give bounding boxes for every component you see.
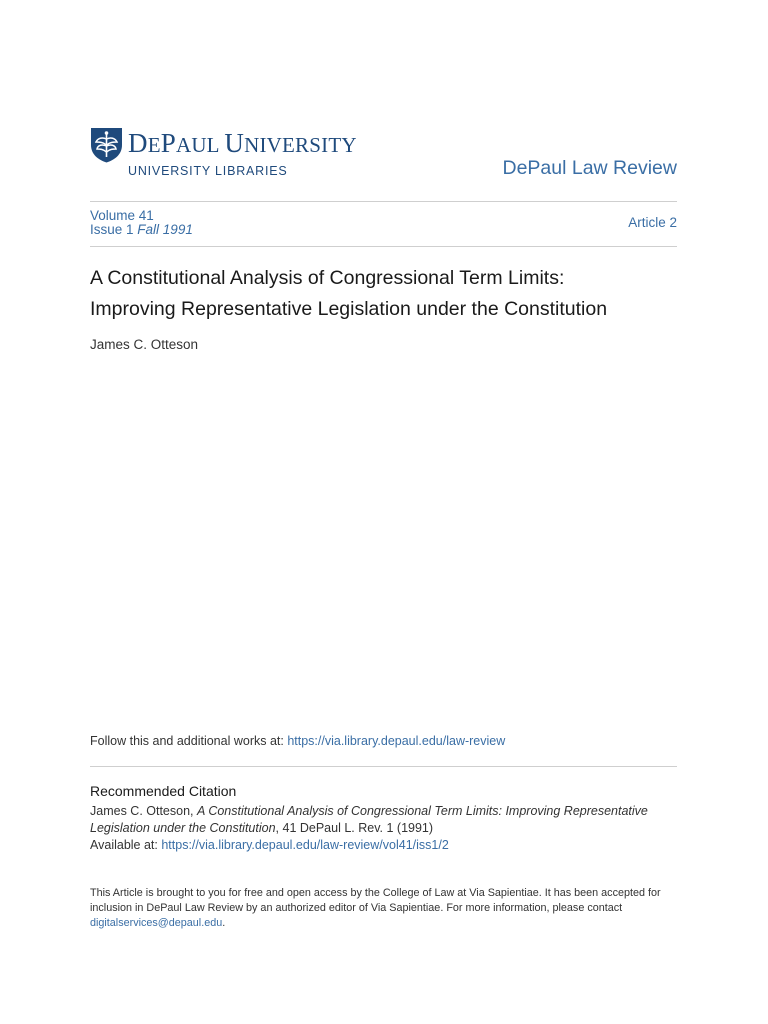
issue-divider — [90, 246, 677, 247]
contact-email-link[interactable]: digitalservices@depaul.edu — [90, 917, 223, 929]
article-title: A Constitutional Analysis of Congressional Term Limits: Improving Representative Legislation under the Constitution — [90, 267, 608, 320]
article-url-link[interactable]: https://via.library.depaul.edu/law-review/vol41/iss1/2 — [161, 838, 449, 852]
access-disclaimer: This Article is brought to you for free and open access by the College of Law at Via Sapientiae. It has been accepted for inclusion in DePaul Law Review by an authorized editor of Via Sapientiae. For more information, please contact digitalservices@depaul.edu. — [90, 887, 661, 929]
recommended-citation-heading: Recommended Citation — [90, 783, 237, 799]
citation-divider — [90, 766, 677, 767]
shield-icon — [90, 127, 123, 163]
depaul-university-logo[interactable] — [90, 126, 370, 182]
issue-link[interactable]: Issue 1 Fall 1991 — [90, 222, 193, 237]
law-review-link[interactable]: https://via.library.depaul.edu/law-review — [287, 734, 506, 748]
follow-line: Follow this and additional works at: https://via.library.depaul.edu/law-review — [90, 734, 506, 748]
header-divider — [90, 201, 677, 202]
volume-link[interactable]: Volume 41 — [90, 208, 154, 223]
university-libraries-label: UNIVERSITY LIBRARIES — [128, 164, 288, 178]
article-author: James C. Otteson — [90, 337, 199, 352]
volume-issue — [90, 209, 193, 237]
journal-title-link[interactable]: DePaul Law Review — [502, 157, 677, 179]
article-number-link[interactable]: Article 2 — [628, 215, 677, 230]
recommended-citation-text: James C. Otteson, A Constitutional Analysis of Congressional Term Limits: Improving Representative Legislation under the Constitution, 41 DePaul L. Rev. 1 (1991) Available at: https://via.library.depaul.edu/law-review/vol41/iss1/2 — [90, 804, 648, 852]
university-name: DEPAUL UNIVERSITY — [128, 128, 357, 158]
